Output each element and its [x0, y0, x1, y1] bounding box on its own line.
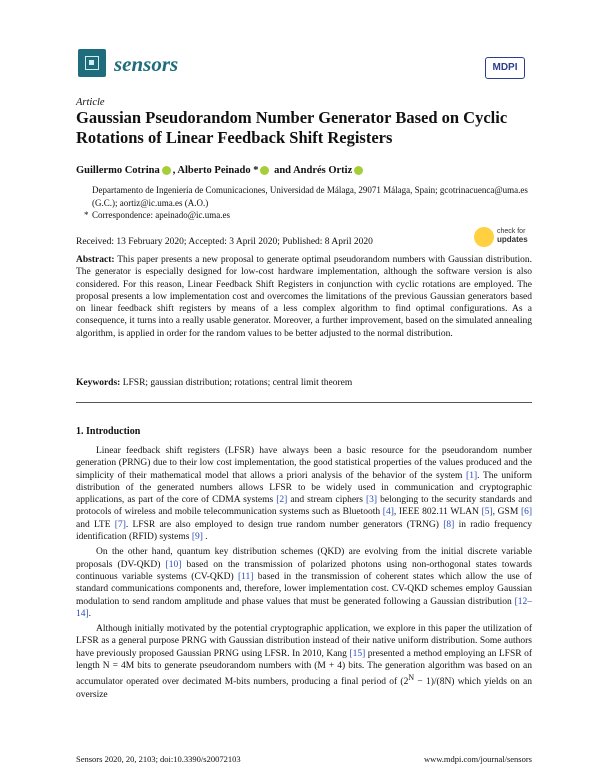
check-for-updates-badge[interactable]: check for updates [474, 225, 534, 251]
paragraph: Although initially motivated by the potential cryptographic application, we explore in this paper the utilization of LFSR as a general purpose PRNG with Gaussian distribution instead of their native uniform distribution. Some authors have previously proposed Gaussian PRNG using LFSR. In 2010, Kang [15] presented a method employing an LFSR of length N = 4M bits to generate pseudorandom numbers with (M + 4) bits. The generation algorithm was based on an accumulator operated over decimated M-bits numbers, producing a final period of $(2^N - 1)/(8N)$ which yields on an oversize [76, 624, 532, 700]
citation-link[interactable]: [8] [443, 519, 455, 530]
orcid-icon[interactable] [260, 166, 269, 175]
section-heading: 1. Introduction [76, 426, 141, 437]
author-name[interactable]: Guillermo Cotrina [76, 165, 160, 176]
author-name[interactable]: Alberto Peinado * [177, 165, 259, 176]
orcid-icon[interactable] [162, 166, 171, 175]
correspondence[interactable]: Correspondence: apeinado@ic.uma.es [92, 210, 230, 220]
citation-link[interactable]: [7] [114, 519, 126, 530]
keywords-text: LFSR; gaussian distribution; rotations; central limit theorem [122, 378, 353, 388]
article-type: Article [76, 97, 105, 108]
citation-link[interactable]: [1] [466, 470, 478, 481]
author-name[interactable]: Andrés Ortiz [293, 165, 353, 176]
publication-dates: Received: 13 February 2020; Accepted: 3 April 2020; Published: 8 April 2020 [76, 237, 373, 247]
citation-link[interactable]: [12–14] [76, 596, 532, 619]
paragraph: Linear feedback shift registers (LFSR) have always been a basic resource for the pseudorandom number generation (PRNG) due to their low cost implementation, the good statistical properties of the values produced and the simplicity of their mathematical model that allows a priori analysis of the behavior of the system [1]. The uniform distribution of the generated numbers allows LFSR to be widely used in communication and cryptographic applications, as part of the core of CDMA systems [2] and stream ciphers [3] belonging to the security standards and protocols of wireless and mobile telecommunication systems such as Bluetooth [4], IEEE 802.11 WLAN [5], GSM [6] and LTE [7]. LFSR are also employed to design true random number generators (TRNG) [8] in radio frequency identification (RFID) systems [9] . [76, 446, 533, 543]
orcid-icon[interactable] [354, 166, 363, 175]
divider [76, 402, 532, 403]
citation-link[interactable]: [15] [349, 648, 366, 659]
publisher-logo: MDPI [485, 57, 525, 79]
article-title: Gaussian Pseudorandom Number Generator Based on Cyclic Rotations of Linear Feedback Shift Registers [76, 108, 508, 147]
journal-name: sensors [114, 52, 179, 76]
abstract-label: Abstract: [76, 255, 115, 265]
citation-link[interactable]: [2] [276, 495, 288, 506]
footer-url[interactable]: www.mdpi.com/journal/sensors [423, 754, 532, 764]
citation-link[interactable]: [9] [191, 532, 203, 543]
abstract [76, 254, 532, 340]
citation-link[interactable]: [5] [481, 507, 493, 518]
affiliation-block [84, 184, 532, 222]
section-body [76, 445, 532, 704]
keywords-label: Keywords: [76, 378, 121, 388]
check-updates-icon [474, 227, 494, 247]
citation-link[interactable]: [3] [365, 495, 378, 506]
footer-citation: Sensors 2020, 20, 2103; doi:10.3390/s20072103 [76, 754, 241, 764]
correspondence-mark: * [84, 210, 89, 220]
journal-logo-icon [78, 49, 106, 77]
author-list: Guillermo Cotrina , Alberto Peinado * and Andrés Ortiz [76, 165, 365, 176]
affiliation: Departamento de Ingeniería de Comunicaciones, Universidad de Málaga, 29071 Málaga, Spain; gcotrinacuenca@uma.es (G.C.); aortiz@ic.uma.es (A.O.) [92, 185, 528, 208]
keywords [76, 378, 532, 388]
abstract-text: This paper presents a new proposal to generate optimal pseudorandom numbers with Gaussian distribution. The generator is especially designed for low-cost hardware implementation, although the software version is also considered. For this reason, Linear Feedback Shift Registers in conjunction with cyclic rotations are employed. The proposal presents a low implementation cost and overcomes the limitations of the previous Gaussian generators based on linear feedback shift registers by means of a less complex algorithm to find optimal configurations. As a consequence, it turns into a really usable generator. Moreover, a further improvement, based on the simulated annealing algorithm, is applied in order for the random values to be better adjusted to the normal distribution. [76, 255, 532, 339]
citation-link[interactable]: [10] [165, 559, 182, 570]
citation-link[interactable]: [4] [382, 507, 394, 518]
paragraph: On the other hand, quantum key distribution schemes (QKD) are evolving from the initial discrete variable proposals (DV-QKD) [10] based on the transmission of polarized photons using non-orthogonal states towards continuous variable systems (CV-QKD) [11] based in the transmission of coherent states which allow the use of standard communications components and, therefore, lower implementation cost. CV-QKD schemes employ Gaussian modulation to send random amplitude and phase values that must be generated following a Gaussian distribution [12–14]. [76, 547, 532, 619]
citation-link[interactable]: [6] [520, 507, 533, 518]
citation-link[interactable]: [11] [237, 571, 254, 582]
